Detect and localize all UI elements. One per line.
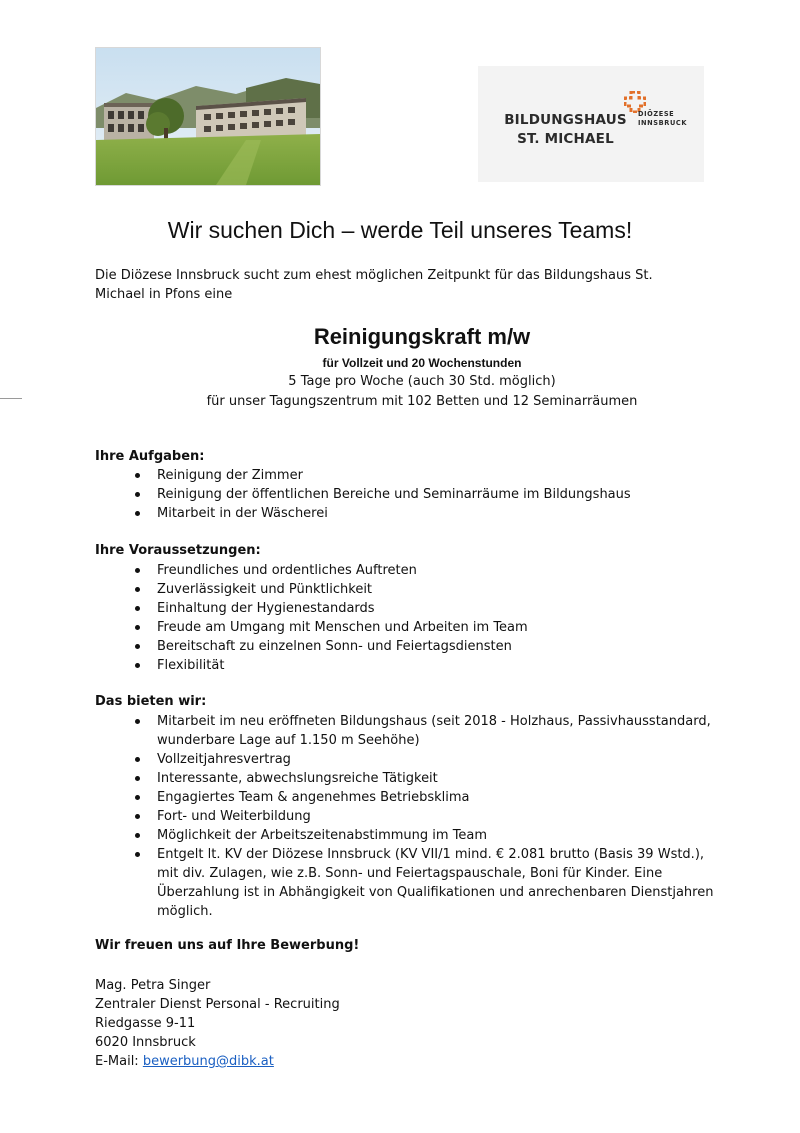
requirements-title: Ihre Voraussetzungen:: [95, 543, 261, 558]
offer-list: [157, 712, 717, 921]
logo: [478, 66, 704, 182]
job-detail-line2: für unser Tagungszentrum mit 102 Betten und 12 Seminarräumen: [206, 394, 638, 409]
email-link[interactable]: bewerbung@dibk.at: [142, 1054, 274, 1069]
list-item: Zuverlässigkeit und Pünktlichkeit: [157, 580, 717, 599]
list-item: Mitarbeit im neu eröffneten Bildungshaus (seit 2018 - Holzhaus, Passivhausstandard, wunderbare Lage auf 1.150 m Seehöhe): [157, 712, 717, 750]
job-subtitle: für Vollzeit und 20 Wochenstunden: [322, 356, 522, 370]
requirements-list: [157, 561, 717, 675]
offer-title: Das bieten wir:: [95, 694, 207, 709]
logo-name-line1: BILDUNGSHAUS: [504, 112, 627, 128]
intro-text: Die Diözese Innsbruck sucht zum ehest möglichen Zeitpunkt für das Bildungshaus St. Michael in Pfons eine: [95, 268, 653, 302]
list-item: Engagiertes Team & angenehmes Betriebsklima: [157, 788, 717, 807]
list-item: Flexibilität: [157, 656, 717, 675]
contact-name: Mag. Petra Singer: [95, 978, 211, 993]
list-item: Fort- und Weiterbildung: [157, 807, 717, 826]
list-item: Vollzeitjahresvertrag: [157, 750, 717, 769]
job-detail-line1: 5 Tage pro Woche (auch 30 Std. möglich): [288, 374, 556, 389]
list-item: Freundliches und ordentliches Auftreten: [157, 561, 717, 580]
logo-dioecese: [638, 110, 687, 128]
contact-department: Zentraler Dienst Personal - Recruiting: [95, 997, 340, 1012]
contact-city: 6020 Innsbruck: [95, 1035, 196, 1050]
list-item: Einhaltung der Hygienestandards: [157, 599, 717, 618]
job-title: Reinigungskraft m/w: [313, 324, 531, 349]
list-item: Mitarbeit in der Wäscherei: [157, 504, 717, 523]
logo-dioecese-line1: DIÖZESE: [638, 110, 675, 118]
list-item: Entgelt lt. KV der Diözese Innsbruck (KV VII/1 mind. € 2.081 brutto (Basis 39 Wstd.), mit div. Zulagen, wie z.B. Sonn- und Feiertagspauschale, Boni für Kinder. Eine Überzahlung ist in Abhängigkeit von Qualifikationen und anrechenbaren Dienstjahren möglich.: [157, 845, 717, 921]
list-item: Bereitschaft zu einzelnen Sonn- und Feiertagsdiensten: [157, 637, 717, 656]
contact-email-row: [95, 1052, 340, 1071]
list-item: Reinigung der Zimmer: [157, 466, 717, 485]
closing-text: Wir freuen uns auf Ihre Bewerbung!: [95, 938, 360, 953]
list-item: Freude am Umgang mit Menschen und Arbeiten im Team: [157, 618, 717, 637]
list-item: Reinigung der öffentlichen Bereiche und Seminarräume im Bildungshaus: [157, 485, 717, 504]
list-item: Möglichkeit der Arbeitszeitenabstimmung im Team: [157, 826, 717, 845]
tasks-list: [157, 466, 717, 523]
list-item: Interessante, abwechslungsreiche Tätigkeit: [157, 769, 717, 788]
email-label: E-Mail:: [95, 1054, 143, 1069]
contact-block: [95, 976, 340, 1071]
logo-name-line2: ST. MICHAEL: [517, 131, 614, 147]
tasks-title: Ihre Aufgaben:: [95, 449, 205, 464]
logo-name: [498, 111, 633, 149]
contact-street: Riedgasse 9-11: [95, 1016, 196, 1031]
building-photo: [95, 47, 321, 186]
logo-dioecese-line2: INNSBRUCK: [638, 119, 688, 127]
headline: Wir suchen Dich – werde Teil unseres Teams!: [167, 217, 633, 243]
